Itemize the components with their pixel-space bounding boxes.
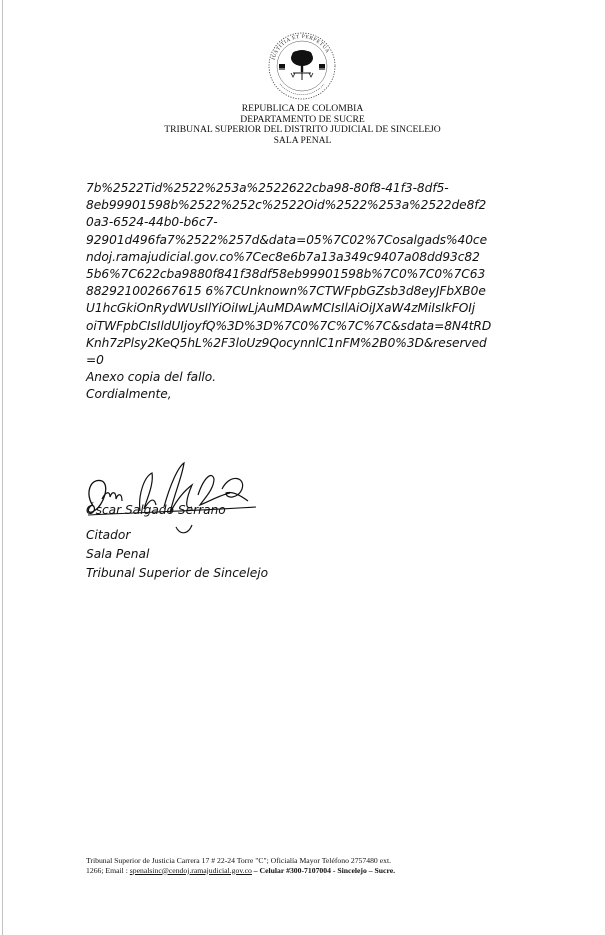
- url-line: 882921002667615 6%7CUnknown%7CTWFpbGZsb3d8eyJFbXB0e: [86, 284, 486, 299]
- page-footer: [86, 856, 556, 875]
- signer-court: Tribunal Superior de Sincelejo: [86, 566, 269, 580]
- court-seal-icon: [264, 28, 340, 104]
- url-line: oiTWFpbCIsIldUIjoyfQ%3D%3D%7C0%7C%7C%7C&sdata=8N4tRD: [86, 318, 492, 333]
- footer-phone: – Celular #300-7107004 - Sincelejo – Sucre.: [251, 865, 396, 875]
- signer-name: Óscar Salgado Serrano: [86, 503, 226, 517]
- url-line: 92901d496fa7%2522%257d&data=05%7C02%7Cosalgads%40ce: [86, 232, 488, 247]
- closing-salutation: Cordialmente,: [86, 387, 172, 402]
- url-line: 0a3-6524-44b0-b6c7-: [86, 215, 218, 230]
- footer-ext: 1266; Email :: [86, 865, 130, 875]
- url-line: =0: [86, 353, 104, 368]
- url-line: Knh7zPlsy2KeQ5hL%2F3loUz9QocynnlC1nFM%2B0%3D&reserved: [86, 335, 487, 350]
- header-department: DEPARTAMENTO DE SUCRE: [240, 113, 365, 125]
- url-line: ndoj.ramajudicial.gov.co%7Cec8e6b7a13a349c9407a08dd93c82: [86, 249, 480, 264]
- signer-title: Citador: [86, 528, 131, 542]
- url-line: U1hcGkiOnRydWUsIlYiOiIwLjAuMDAwMCIsIlAiOiJXaW4zMiIsIkFOIj: [86, 301, 476, 316]
- signature-block: [86, 526, 268, 583]
- signer-unit: Sala Penal: [86, 547, 150, 561]
- url-line: 5b6%7C622cba9880f841f38df58eb99901598b%7C0%7C0%7C63: [86, 267, 486, 282]
- closing-attachment: Anexo copia del fallo.: [86, 370, 216, 385]
- svg-text:IUSTITIA ET PERPETUA: IUSTITIA ET PERPETUA: [270, 33, 331, 61]
- letter-body: [86, 180, 556, 404]
- footer-email-link[interactable]: spenalsinc@cendoj.ramajudicial.gov.co: [129, 865, 252, 875]
- header-country: REPUBLICA DE COLOMBIA: [241, 103, 364, 114]
- header-court: TRIBUNAL SUPERIOR DEL DISTRITO JUDICIAL DE SINCELEJO: [164, 124, 441, 136]
- handwritten-signature: [80, 455, 260, 537]
- footer-address: Tribunal Superior de Justicia Carrera 17 # 22-24 Torre "C"; Oficialía Mayor Teléfono 2757480 ext.: [86, 856, 392, 865]
- letterhead: [0, 104, 605, 146]
- url-line: 8eb99901598b%2522%252c%2522Oid%2522%253a%2522de8f2: [86, 198, 487, 213]
- url-line: 7b%2522Tid%2522%253a%2522622cba98-80f8-41f3-8df5-: [86, 181, 449, 195]
- header-chamber: SALA PENAL: [273, 134, 332, 146]
